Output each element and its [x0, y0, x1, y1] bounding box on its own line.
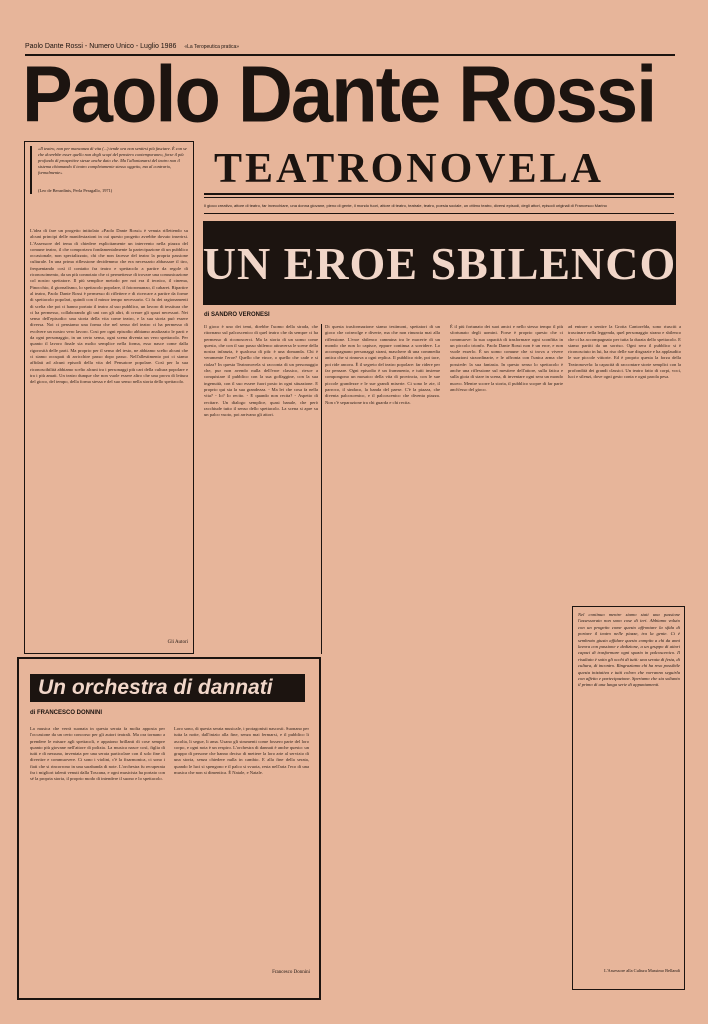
sidebar-signoff: L'Assessore alla Cultura Massimo Bellandi	[604, 968, 680, 973]
credits-rule	[204, 213, 674, 214]
masthead-title: Paolo Dante Rossi	[22, 49, 656, 140]
orchestra-byline: di FRANCESCO DONNINI	[30, 710, 102, 716]
intro-body: L'idea di fare un progetto intitolato «Paolo Dante Rossi» è venuta riflettendo su alcuni principi delle manifestazioni in cui questo progetto avrebbe dovuto inserirsi. L'Assessore del tema di chiedere esplicitamente un intervento nella piazza del comune teatro, il che comportava fondamentalmente la partecipazione di un pubblico occasionale, non specializzato, chi che non facesse del teatro la propria passione culturale. In una prima riflessione decidemmo che era necessario abbassare il tiro, frequentando così il contatto fra teatro e spettacolo a partire da regole di riconoscimento, da un più connotato che ci permettesse di trovare una comunicazione col nostro spettatore. Il più semplice metodo per noi era il tecnico, il cinema, Pinocchio, il giornalismo, lo spettacolo popolare, il fotoromanzo, il cabaret. Ripartire al teatro, Paolo Dante Rossi è permesso di riflettere e di ricercare a partire da forme di spettacolo popolari, quindi con il minor tempo necessario. Ci fu dei ragionamenti di scelta che poi ci hanno portato il teatro al suo pubblico, un lavoro di tessitura che ci ha permesso, collaborando gli uni con gli altri, di creare gli spazi necessari. Nei senso dell'episodio: una storia della vita come teatro, e la sua storia può essere diversa. Noi ci pensiamo una forma che nel senso del teatro ci ha permesso di evolvere un nostro vero lavoro. Cosi per ogni episodio abbiamo analizzato le parti e da ogni personaggio, in un certo senso, ogni scena diventa un vero spettacolo. Per quanto il lavoro finale sia molto semplice nella forma, esso nasce come dalla rigorosità delle parti. Ma proprio per il senso del testo, ne abbiamo scelto alcuni che ci siamo occupati di arricchire passo dopo passo. Nell'allestimento poi ci siamo affidati ad alcuni episodi della vita del Pensatore popolare. Così per la sua riconoscibilità abbiamo scelto alcuni tra i personaggi più cari della cultura popolare e tra i più amati. Un teatro dunque che non vuole essere altro che una prova di lettura del gioco, del tempo, della forma stessa e del suo senso nella storia dello spettacolo.	[30, 228, 188, 385]
tagline: «La Teropeutica pratica»	[184, 44, 240, 50]
feature-column-1: Il gioco è uno dei temi, direbbe l'uomo della strada, che ritornano sul palcoscenico di quel teatro che da sempre ci ha permesso di riconoscerci. Ma la storia di un uomo come questo, che con il suo passo sbilenco attraversa le scene della nostra infanzia, è qualcosa di più: è una domanda. Chi è veramente l'eroe? Quello che vince, o quello che cade e si rialza? In questa Teatronovela si racconta di un personaggio che, pur non avendo nulla dell'eroe classico, riesce a conquistare il pubblico con la sua goffaggine, con la sua ingenuità, con il suo essere fuori posto in ogni situazione. E proprio qui sta la sua grandezza. - Ma lei che cosa fa nella vita? - Io? Io recito. - E quando non recita? - Aspetto di recitare. Un dialogo semplice, quasi banale, che però racchiude tutto il senso dello spettacolo. La scena si apre su un palco vuoto, poi arrivano gli attori.	[204, 324, 318, 418]
subtitle-rule-1	[204, 193, 674, 195]
sidebar-text: Nel continuo mentre siamo stati una passione l'assessorato non sono cose di ieri. Abbiamo voluto con un progetto come questo affrontare la sfida di portare il teatro nelle piazze, tra la gente. Ci è sembrato giusto affidare questo compito a chi da anni lavora con passione e dedizione, a un gruppo di attori capaci di trasformare ogni spazio in palcoscenico. Il risultato è sotto gli occhi di tutti: una serata di festa, di cultura, di incontro. Ringraziamo chi ha reso possibile questa iniziativa e tutti coloro che vorranno seguirla con affetto e partecipazione. Speriamo che sia soltanto il primo di una lunga serie di appuntamenti.	[578, 612, 680, 688]
subtitle-rule-2	[204, 197, 674, 198]
intro-quote: «Il teatro, non per mancanza di vita (...) tende ora non sentirsi più fasciare. È con se che dovrebbe esser quello non degli scopi del pensiero contemporaneo, forse il più profondo di prospettive stesse anche dato che. Ma l'allontanarsi del teatro non il sistema chiamando il teatro completamente stesso oggetto, ma al contrario, formalmente»	[38, 146, 187, 175]
masthead-subtitle: TEATRONOVELA	[214, 146, 604, 192]
orchestra-signoff: Francesco Donnini	[272, 970, 310, 975]
column-divider	[321, 324, 322, 654]
orchestra-column-2: Loro sono, di questa serata musicale, i protagonisti nascosti. Suonano per tutta la notte, dall'inizio alla fine, senza mai fermarsi, e il pubblico li ascolta, li segue, li ama. Usano gli strumenti come fossero parte del loro corpo, e ogni nota è un respiro. L'orchestra di dannati è anche questo: un gruppo di persone che hanno deciso di mettere la loro arte al servizio di una storia, senza chiedere nulla in cambio. E alla fine della serata, quando le luci si spengono e il palco si svuota, resta nell'aria l'eco di una musica che non si dimentica. È Natale, e Natale.	[174, 726, 309, 776]
quote-bar	[30, 146, 32, 194]
feature-column-2: Di questa trasformazione siamo testimoni, spettatori di un gioco che coinvolge e diverte, ma che non rinuncia mai alla riflessione. L'eroe sbilenco cammina tra le macerie di un mondo che non lo capisce, eppure continua a sorridere. Lo accompagnano personaggi strani, maschere di una commedia antica che si rinnova a ogni replica. Il pubblico ride, poi tace, poi ride ancora. È il segreto del teatro popolare: far ridere per far pensare. Ogni episodio è un frammento, e tutti insieme compongono un mosaico della vita di provincia, con le sue piccole grandezze e le sue grandi miserie. Ci sono le zie, il parroco, il sindaco, la banda del paese. C'è la piazza, che diventa palcoscenico, e il palcoscenico che diventa piazza. Non c'è separazione tra chi guarda e chi recita.	[325, 324, 440, 405]
feature-byline: di SANDRO VERONESI	[204, 312, 270, 318]
intro-signoff: Gli Autori	[167, 640, 188, 645]
issue-text: Paolo Dante Rossi - Numero Unico - Luglio 1986	[25, 43, 177, 50]
feature-headline: UN EROE SBILENCO	[203, 221, 676, 305]
feature-column-3: È il più fortunato dei suoi amici e nello stesso tempo il più sfortunato degli uomini. Forse è proprio questo che ci commuove: la sua capacità di trasformare ogni sconfitta in un piccolo trionfo. Paolo Dante Rossi non è un eroe, e non vuole esserlo. È un uomo comune che si trova a vivere situazioni straordinarie, e le affronta con l'unica arma che possiede: la sua fantasia. In questo senso lo spettacolo è anche una riflessione sul mestiere dell'attore, sulla fatica e sulla gioia di stare in scena, di inventare ogni sera un mondo nuovo. Mentre scorre la storia, il pubblico scopre di far parte anch'esso del gioco.	[450, 324, 563, 392]
feature-column-4: ad entrare a sentire la Grotta Cantorelda, sono riusciti a trascinare nella leggenda, quel personaggio strano e sbilenco che ci ha accompagnato per tutta la durata dello spettacolo. E siamo partiti da un sorriso. Ogni sera il pubblico si è riconosciuto in lui, ha riso delle sue disgrazie e ha applaudito le sue piccole vittorie. Ed è proprio questa la forza della Teatronovela: la capacità di raccontare storie semplici con la profondità dei grandi classici. Un teatro fatto di corpi, voci, luci e silenzi, dove ogni gesto conta e ogni parola pesa.	[568, 324, 681, 380]
orchestra-headline: Un orchestra di dannati	[30, 674, 305, 702]
credits-line: Il gioco creativo, attore di teatro, far invecchiare, una donna giovane, pieno di gente, il mondo fuori, attore di teatro, teatrale, teatro, poesia sociale, un ottimo teatro, diversi episodi, degli attori, episodi originali di Francesco Marino	[204, 203, 607, 208]
intro-quote-source: (Leo de Berardinis, Perla Peragallo, 1971)	[38, 188, 113, 193]
orchestra-column-1: La musica che verrà suonata in questa serata fa molta apposta per l'occasione da un certo concorso per gli autori teatrali. Ma ora tornano a prendere le misure agli spettacoli, e appaiono brillanti di cose sempre quanto più giovane nell'attore di polizia. La musica nasce così, figlia di tutti e di nessuno, inventata per una serata particolare con il solo fine di divertire e commuovere. Ci sono i violini, c'è la fisarmonica, ci sono i fiati che si rincorrono in una sarabanda di note. L'orchestra fu recuperata fra i migliori talenti venuti dalla Toscana, e ogni musicista ha portato con sé la propria storia, il proprio modo di intendere il suono e lo spettacolo.	[30, 726, 165, 782]
